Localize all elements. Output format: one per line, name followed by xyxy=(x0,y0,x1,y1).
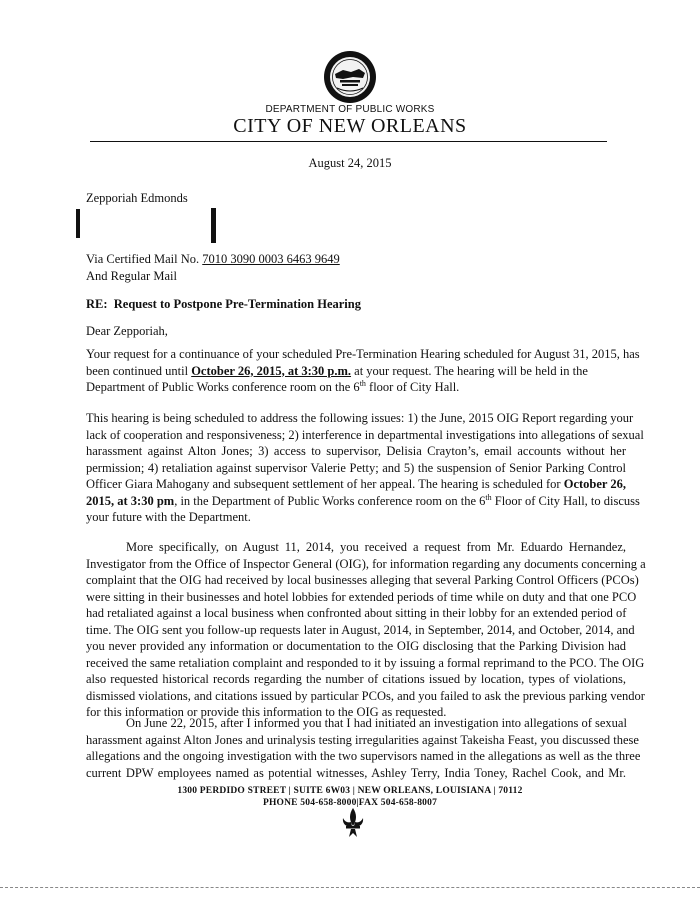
p3-line: had retaliated against a local business when confronted about sitting in their lobby for an extended period of xyxy=(86,606,627,620)
p2-line: 2015, at 3:30 pm, in the Department of Public Works conference room on the 6th Floor of City Hall, to discuss xyxy=(86,492,640,508)
p1-line: Department of Public Works conference room on the 6th floor of City Hall. xyxy=(86,378,460,394)
tracking-number: 7010 3090 0003 6463 9649 xyxy=(202,252,340,266)
p3-line: More specifically, on August 11, 2014, you received a request from Mr. Eduardo Hernandez, xyxy=(126,540,626,554)
paragraph-issues xyxy=(86,410,644,526)
paragraph-investigation xyxy=(86,715,641,781)
p3-line: for this information or provide this information to the OIG as requested. xyxy=(86,705,447,719)
p3-line: were sitting in their businesses and hotel lobbies for extended periods of time while on duty and that one PCO xyxy=(86,589,637,604)
regular-mail-line: And Regular Mail xyxy=(86,269,177,283)
department-name: DEPARTMENT OF PUBLIC WORKS xyxy=(265,104,435,115)
letter-date: August 24, 2015 xyxy=(308,156,392,170)
p2-line: Officer Giara Mahogany and subsequent settlement of her appeal. The hearing is scheduled for October 26, xyxy=(86,477,626,491)
fleur-de-lis-icon xyxy=(339,806,367,840)
p4-line: current DPW employees named as potential witnesses, Ashley Terry, India Toney, Rachel Cook, and Mr. xyxy=(86,765,626,780)
p3-line: dismissed violations, and citations issued by particular PCOs, and you failed to ask the previous parking vendor xyxy=(86,688,645,703)
delivery-line xyxy=(86,251,340,268)
p4-line: On June 22, 2015, after I informed you that I had initiated an investigation into allegations of sexual xyxy=(126,716,627,730)
subject-text: Request to Postpone Pre-Termination Hearing xyxy=(113,297,361,311)
p3-line: also requested historical records regarding the number of citations issued by location, types of violations, xyxy=(86,672,626,686)
paragraph-oig-request xyxy=(86,539,646,721)
delivery-prefix: Via Certified Mail No. xyxy=(86,252,203,266)
p2-line: your future with the Department. xyxy=(86,510,251,524)
hearing-date: October 26, 2015, at 3:30 p.m. xyxy=(191,363,352,378)
footer-address: 1300 PERDIDO STREET | SUITE 6W03 | NEW ORLEANS, LOUISIANA | 70112 xyxy=(177,786,523,796)
subject-line xyxy=(86,296,361,313)
subject-label: RE: xyxy=(86,297,108,311)
p2-line: permission; 4) retaliation against supervisor Valerie Petty; and 5) the suspension of Senior Parking Control xyxy=(86,460,626,475)
paragraph-continuance xyxy=(86,346,640,396)
footer-phone: PHONE 504-658-8000|FAX 504-658-8007 xyxy=(262,798,438,808)
p4-line: harassment against Alton Jones and urinalysis testing irregularities against Takeisha Feast, you discussed these xyxy=(86,732,639,747)
p2-line: lack of cooperation and responsiveness; 2) interference in departmental investigations into allegations of sexual xyxy=(86,427,644,442)
p3-line: time. The OIG sent you follow-up requests later in August, 2014, in September, 2014, and October, 2014, and xyxy=(86,622,635,637)
redaction-bar-right xyxy=(211,208,216,243)
p1-line: Your request for a continuance of your scheduled Pre-Termination Hearing scheduled for August 31, 2015, has xyxy=(86,347,640,361)
page-edge-line xyxy=(0,887,700,888)
redaction-bar-left xyxy=(76,209,80,238)
p1-line: been continued until October 26, 2015, at 3:30 p.m. at your request. The hearing will be held in the xyxy=(86,363,588,378)
city-name: CITY OF NEW ORLEANS xyxy=(233,115,467,137)
p2-line: This hearing is being scheduled to address the following issues: 1) the June, 2015 OIG Report regarding your xyxy=(86,411,634,425)
salutation: Dear Zepporiah, xyxy=(86,324,168,338)
city-seal-icon xyxy=(323,50,377,104)
header-divider xyxy=(90,141,607,142)
p3-line: you never provided any information or documentation to the OIG disclosing that the Parking Division had xyxy=(86,639,626,653)
p3-line: Investigator from the Office of Inspector General (OIG), for information regarding any documents concerning a xyxy=(86,556,646,571)
p3-line: complaint that the OIG had received by local businesses alleging that several Parking Control Officers (PCOs) xyxy=(86,573,639,587)
p3-line: received the same retaliation complaint and responded to it by issuing a formal reprimand to the PCO. The OIG xyxy=(86,655,645,670)
p4-line: allegations and the ongoing investigation with the two supervisors named in the allegations as well as the three xyxy=(86,749,641,763)
p2-line: harassment against Alton Jones; 3) access to supervisor, Delisia Crayton’s, email accounts without her xyxy=(86,444,626,458)
recipient-name: Zepporiah Edmonds xyxy=(86,191,188,205)
